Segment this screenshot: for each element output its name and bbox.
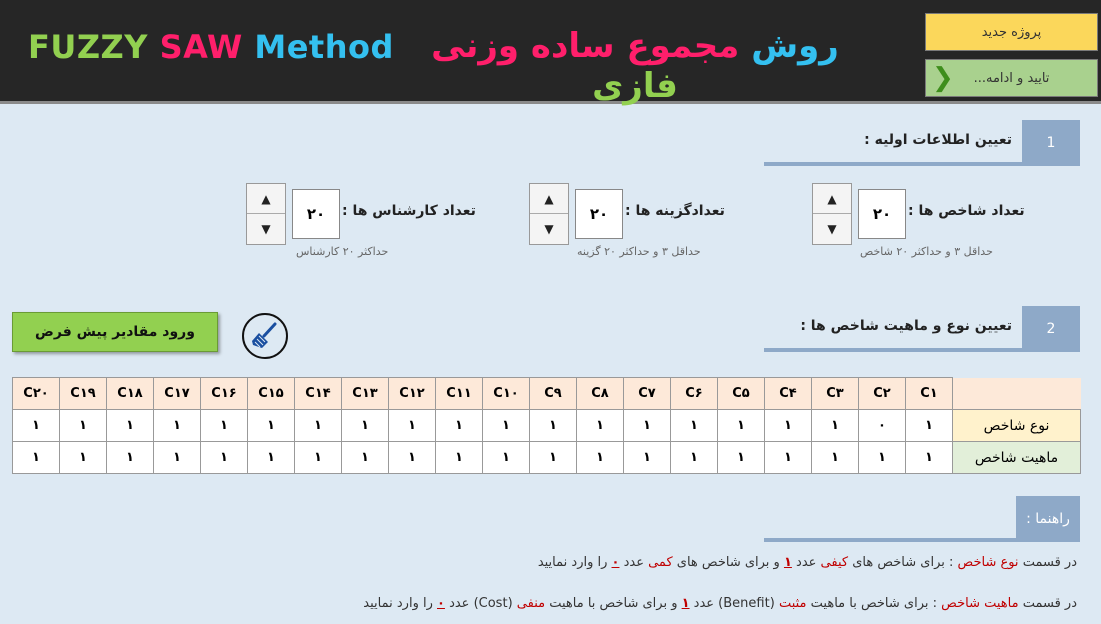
column-header: C۶ — [671, 378, 718, 410]
table-cell[interactable]: ۱ — [154, 442, 201, 474]
section1-underline — [764, 162, 1080, 166]
guide2-i: (Cost) عدد — [444, 596, 517, 611]
experts-count-label: تعداد کارشناس ها : — [342, 203, 476, 219]
guide1-b: نوع شاخص — [957, 555, 1019, 570]
table-cell[interactable]: ۱ — [812, 410, 859, 442]
table-cell[interactable]: ۱ — [718, 410, 765, 442]
table-corner — [953, 378, 1081, 410]
criteria-table — [12, 377, 1081, 474]
table-cell[interactable]: ۱ — [718, 442, 765, 474]
table-cell[interactable]: ۱ — [671, 410, 718, 442]
criteria-spinner[interactable] — [812, 183, 852, 245]
table-cell[interactable]: ۱ — [577, 442, 624, 474]
criteria-count-label: تعداد شاخص ها : — [908, 203, 1025, 219]
column-header: C۱۹ — [60, 378, 107, 410]
table-cell[interactable]: ۱ — [671, 442, 718, 474]
new-project-button[interactable] — [925, 13, 1098, 51]
table-cell[interactable]: ۱ — [60, 410, 107, 442]
table-cell[interactable]: ۱ — [107, 442, 154, 474]
guide1-g: و برای شاخص های — [672, 555, 784, 570]
table-cell[interactable]: ۱ — [765, 410, 812, 442]
title-fa-word1: روش — [751, 26, 839, 66]
clear-broom-button[interactable] — [242, 313, 288, 359]
table-cell[interactable]: ۱ — [154, 410, 201, 442]
column-header: C۱۶ — [201, 378, 248, 410]
table-cell[interactable]: ۱ — [295, 442, 342, 474]
column-header: C۱۴ — [295, 378, 342, 410]
guide2-d: مثبت — [778, 596, 807, 611]
table-cell[interactable]: ۱ — [906, 442, 953, 474]
guide2-k: را وارد نمایید — [363, 596, 437, 611]
experts-count-value[interactable]: ۲۰ — [292, 189, 340, 239]
column-header: C۲ — [859, 378, 906, 410]
table-row — [13, 410, 1081, 442]
table-cell[interactable]: ۱ — [812, 442, 859, 474]
guide1-d: کیفی — [820, 555, 849, 570]
column-header: C۵ — [718, 378, 765, 410]
column-header: C۸ — [577, 378, 624, 410]
alternatives-count-group — [529, 183, 749, 258]
section2-header — [764, 306, 1080, 352]
table-cell[interactable]: ۱ — [60, 442, 107, 474]
guide2-h: منفی — [516, 596, 546, 611]
guide-header — [764, 496, 1080, 542]
alternatives-count-label: تعدادگزینه ها : — [625, 203, 725, 219]
title-fuzzy: FUZZY — [28, 28, 148, 66]
table-cell[interactable]: ۱ — [13, 410, 60, 442]
table-cell[interactable]: ۱ — [624, 442, 671, 474]
table-cell[interactable]: ۱ — [859, 442, 906, 474]
table-cell[interactable]: ۱ — [389, 410, 436, 442]
broom-icon — [250, 321, 280, 351]
guide2-f: ۱ — [681, 596, 690, 611]
guide-title: راهنما : — [1016, 496, 1080, 542]
criteria-up-arrow-icon[interactable]: ▲ — [813, 184, 851, 214]
title-fa-word3: فازی — [592, 66, 678, 106]
guide2-c: : برای شاخص با ماهیت — [806, 596, 942, 611]
row-label: نوع شاخص — [953, 410, 1081, 442]
confirm-continue-button[interactable] — [925, 59, 1098, 97]
confirm-label: تایید و ادامه... — [973, 70, 1050, 86]
criteria-count-hint: حداقل ۳ و حداکثر ۲۰ شاخص — [860, 245, 993, 258]
column-header: C۱۸ — [107, 378, 154, 410]
alternatives-up-arrow-icon[interactable]: ▲ — [530, 184, 568, 214]
alternatives-count-hint: حداقل ۳ و حداکثر ۲۰ گزینه — [577, 245, 701, 258]
table-cell[interactable]: ۱ — [436, 442, 483, 474]
guide2-e: (Benefit) عدد — [689, 596, 779, 611]
table-cell[interactable]: ۱ — [624, 410, 671, 442]
experts-spinner[interactable] — [246, 183, 286, 245]
section2-underline — [764, 348, 1080, 352]
experts-count-hint: حداکثر ۲۰ کارشناس — [296, 245, 389, 258]
experts-down-arrow-icon[interactable]: ▼ — [261, 222, 271, 236]
column-header: C۲۰ — [13, 378, 60, 410]
table-header-row — [13, 378, 1081, 410]
table-cell[interactable]: ۱ — [248, 442, 295, 474]
column-header: C۹ — [530, 378, 577, 410]
table-cell[interactable]: ۱ — [248, 410, 295, 442]
criteria-count-value[interactable]: ۲۰ — [858, 189, 906, 239]
default-values-button[interactable] — [12, 312, 218, 352]
guide1-k: را وارد نمایید — [537, 555, 612, 570]
alternatives-spinner[interactable] — [529, 183, 569, 245]
guide-line-nature — [363, 596, 1077, 611]
column-header: C۱۷ — [154, 378, 201, 410]
title-fa-word2: مجموع ساده وزنی — [431, 26, 740, 66]
guide1-c: : برای شاخص های — [848, 555, 958, 570]
alternatives-down-arrow-icon[interactable]: ▼ — [544, 222, 554, 236]
table-cell[interactable]: ۱ — [577, 410, 624, 442]
app-header — [0, 0, 1101, 104]
column-header: C۱۳ — [342, 378, 389, 410]
section2-number: 2 — [1022, 306, 1080, 352]
table-cell[interactable]: ۱ — [201, 410, 248, 442]
guide2-b: ماهیت شاخص — [941, 596, 1019, 611]
column-header: C۱۲ — [389, 378, 436, 410]
experts-up-arrow-icon[interactable]: ▲ — [247, 184, 285, 214]
row-label: ماهیت شاخص — [953, 442, 1081, 474]
guide-underline — [764, 538, 1080, 542]
guide2-j: ۰ — [437, 596, 445, 611]
title-saw: SAW — [159, 28, 243, 66]
column-header: C۱۵ — [248, 378, 295, 410]
table-cell[interactable]: ۱ — [530, 410, 577, 442]
guide2-g: و برای شاخص با ماهیت — [545, 596, 682, 611]
table-cell[interactable]: ۱ — [765, 442, 812, 474]
table-cell[interactable]: ۱ — [13, 442, 60, 474]
guide1-e: عدد — [791, 555, 821, 570]
guide1-j: ۰ — [611, 555, 620, 570]
alternatives-count-value[interactable]: ۲۰ — [575, 189, 623, 239]
new-project-label: پروژه جدید — [981, 24, 1042, 40]
table-cell[interactable]: ۱ — [342, 442, 389, 474]
table-cell[interactable]: ۱ — [342, 410, 389, 442]
table-cell[interactable]: ۱ — [107, 410, 154, 442]
guide1-i: عدد — [619, 555, 649, 570]
guide1-a: در قسمت — [1018, 555, 1077, 570]
table-cell[interactable]: ۱ — [483, 410, 530, 442]
guide-line-type — [538, 555, 1077, 570]
table-row — [13, 442, 1081, 474]
guide2-a: در قسمت — [1018, 596, 1077, 611]
table-cell[interactable]: ۱ — [436, 410, 483, 442]
table-cell[interactable]: ۱ — [389, 442, 436, 474]
column-header: C۳ — [812, 378, 859, 410]
guide1-h: کمی — [648, 555, 673, 570]
table-cell[interactable]: ۱ — [530, 442, 577, 474]
section1-header — [764, 120, 1080, 166]
table-cell[interactable]: ۱ — [483, 442, 530, 474]
guide1-f: ۱ — [783, 555, 792, 570]
column-header: C۷ — [624, 378, 671, 410]
column-header: C۱۰ — [483, 378, 530, 410]
table-cell[interactable]: ۱ — [201, 442, 248, 474]
criteria-down-arrow-icon[interactable]: ▼ — [827, 222, 837, 236]
table-cell[interactable]: ۱ — [295, 410, 342, 442]
title-persian — [420, 26, 850, 106]
column-header: C۱ — [906, 378, 953, 410]
chevron-left-icon: ❮ — [932, 63, 954, 93]
title-english — [28, 28, 394, 66]
column-header: C۴ — [765, 378, 812, 410]
table-cell[interactable]: ۰ — [859, 410, 906, 442]
criteria-count-group — [812, 183, 1032, 258]
section1-title: تعیین اطلاعات اولیه : — [864, 132, 1012, 148]
title-method: Method — [254, 28, 394, 66]
table-cell[interactable]: ۱ — [906, 410, 953, 442]
default-values-label: ورود مقادیر پیش فرض — [35, 324, 195, 340]
experts-count-group — [246, 183, 476, 258]
column-header: C۱۱ — [436, 378, 483, 410]
section1-number: 1 — [1022, 120, 1080, 166]
section2-title: تعیین نوع و ماهیت شاخص ها : — [800, 318, 1012, 334]
